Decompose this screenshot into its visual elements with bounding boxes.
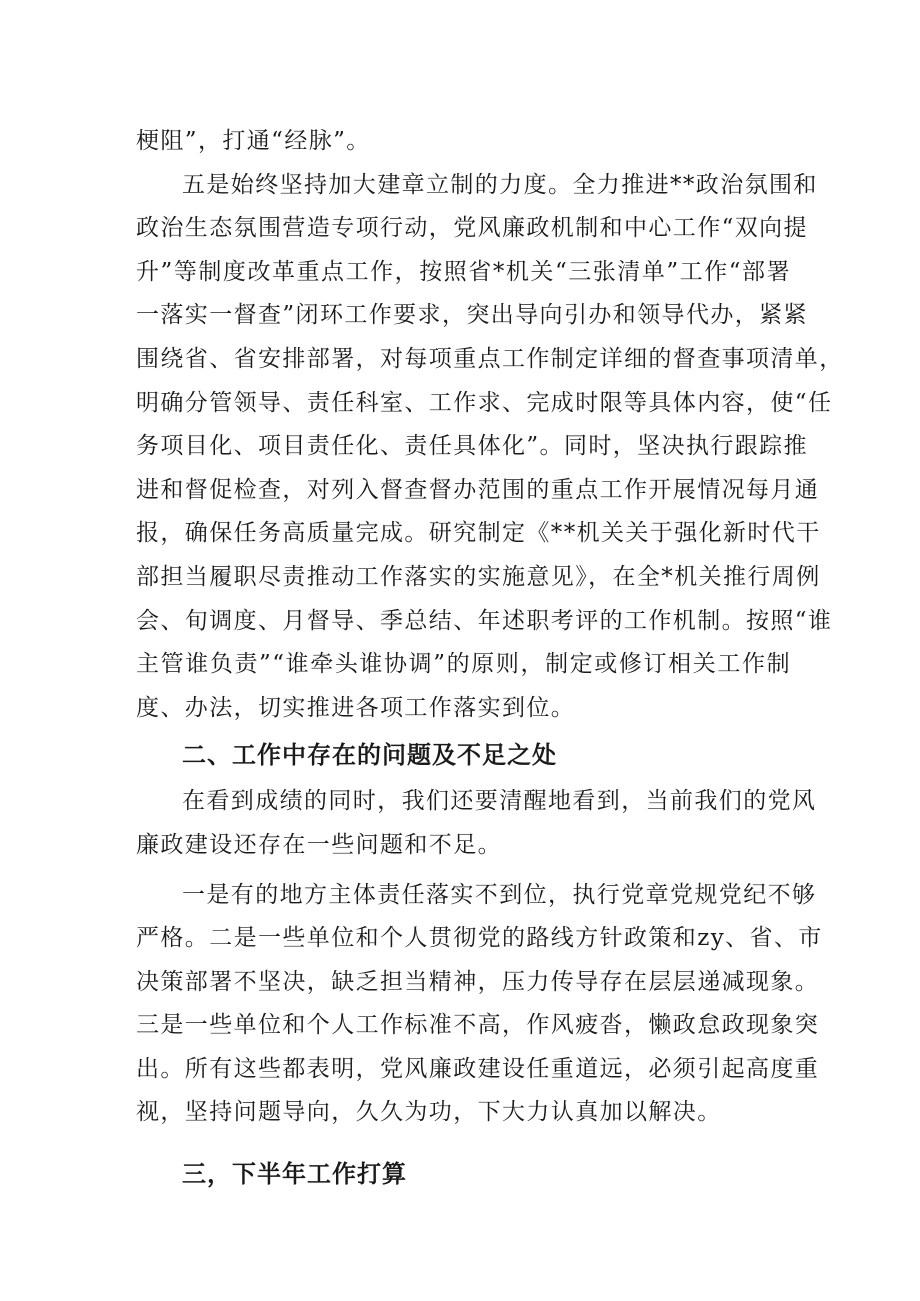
paragraph-problems-intro (136, 780, 817, 867)
text-line: 三是一些单位和个人工作标准不高，作风疲沓，懒政怠政现象突 (136, 1012, 820, 1039)
text-line: 务项目化、项目责任化、责任具体化”。同时，坚决执行跟踪推 (136, 433, 808, 460)
text-line: 决策部署不坚决，缺乏担当精神，压力传导存在层层递减现象。 (136, 968, 820, 995)
text-line: 会、旬调度、月督导、季总结、年述职考评的工作机制。按照“谁 (136, 607, 833, 634)
text-line: 报，确保任务高质量完成。研究制定《**机关关于强化新时代干 (136, 520, 821, 547)
text-line: 政治生态氛围营造专项行动，党风廉政机制和中心工作“双向提 (136, 215, 808, 242)
text-line: 主管谁负责”“谁牵头谁协调”的原则，制定或修订相关工作制 (136, 651, 791, 678)
paragraph-five-regulations (136, 164, 844, 731)
text-line: 一落实一督查”闭环工作要求，突出导向引办和领导代办，紧紧 (136, 302, 808, 329)
paragraph-continuation (136, 120, 791, 164)
text-line: 五是始终坚持加大建章立制的力度。全力推进**政治氛围和 (182, 171, 818, 198)
text-line: 出。所有这些都表明，党风廉政建设任重道远，必须引起高度重 (136, 1055, 820, 1082)
document-body (136, 120, 844, 1199)
text-line: 度、办法，切实推进各项工作落实到位。 (136, 694, 576, 721)
section-heading-plan: 三，下半年工作打算 (182, 1160, 407, 1189)
text-line: 围绕省、省安排部署，对每项重点工作制定详细的督查事项清单， (136, 345, 844, 372)
text-line: 严格。二是一些单位和个人贯彻党的路线方针政策和zy、省、市 (136, 925, 823, 952)
text-line: 一是有的地方主体责任落实不到位，执行党章党规党纪不够 (182, 881, 817, 908)
text-line: 明确分管领导、责任科室、工作求、完成时限等具体内容，使“任 (136, 389, 833, 416)
text-line: 部担当履职尽责推动工作落实的实施意见》，在全*机关推行周例 (136, 563, 821, 590)
text-line: 升”等制度改革重点工作，按照省*机关“三张清单”工作“部署 (136, 258, 791, 285)
text-line: 进和督促检查，对列入督查督办范围的重点工作开展情况每月通 (136, 476, 820, 503)
text-line: 在看到成绩的同时，我们还要清醒地看到，当前我们的党风 (182, 788, 817, 815)
text-line: 廉政建设还存在一些问题和不足。 (136, 831, 502, 858)
paragraph-spacer (136, 1135, 791, 1149)
section-heading-problems: 二、工作中存在的问题及不足之处 (182, 741, 557, 770)
text-line: 梗阻”，打通“经脉”。 (136, 128, 371, 154)
paragraph-problems-list (136, 874, 823, 1136)
text-line: 视，坚持问题导向，久久为功，下大力认真加以解决。 (136, 1099, 722, 1126)
